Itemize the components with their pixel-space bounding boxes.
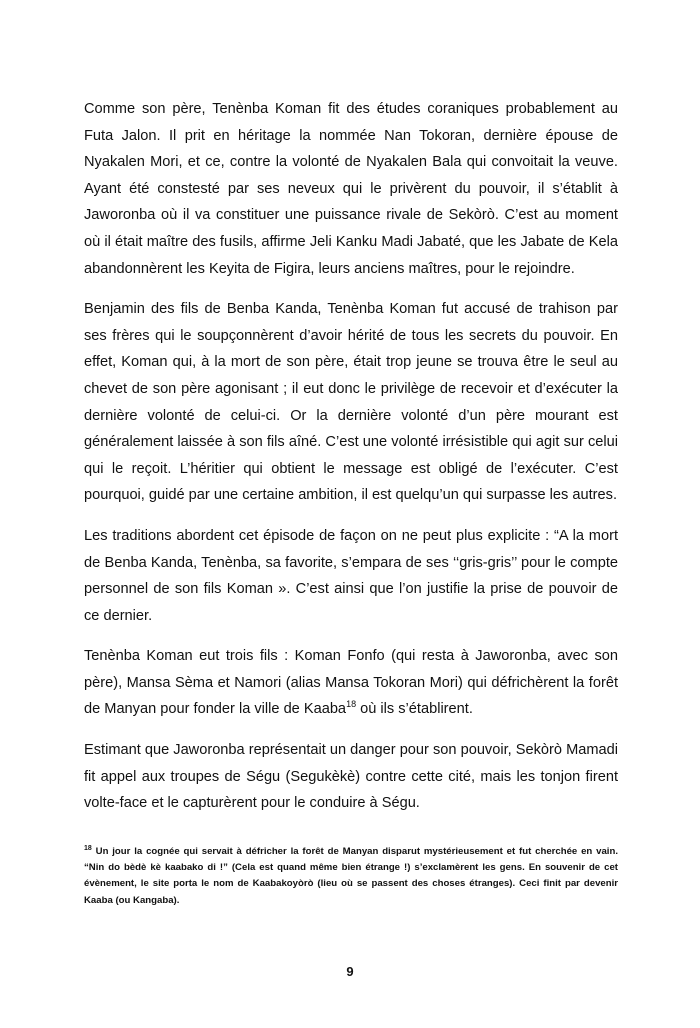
page-number: 9 xyxy=(346,964,354,979)
paragraph-1: Comme son père, Tenènba Koman fit des études coraniques probablement au Futa Jalon. Il prit en héritage la nommée Nan Tokoran, dernière épouse de Nyakalen Mori, et ce, contre la volonté de Nyakalen Bala qui convoitait la veuve. Ayant été constesté par ses neveux qui le privèrent du pouvoir, il s’établit à Jaworonba où il va constituer une puissance rivale de Sekòrò. C’est au moment où il était maître des fusils, affirme Jeli Kanku Madi Jabaté, que les Jabate de Kela abandonnèrent les Keyita de Figira, leurs anciens maîtres, pour le rejoindre. xyxy=(84,101,618,277)
footnote-area xyxy=(84,844,618,909)
footnote-number: 18 xyxy=(84,844,92,852)
paragraph-4-text: Tenènba Koman eut trois fils : Koman Fonfo (qui resta à Jaworonba, avec son père), Mansa Sèma et Namori (alias Mansa Tokoran Mori) qui défrichèrent la forêt de Manyan pour fonder la ville de Kaaba xyxy=(84,648,618,718)
paragraph-2: Benjamin des fils de Benba Kanda, Tenènba Koman fut accusé de trahison par ses frères qui le soupçonnèrent d’avoir hérité de tous les secrets du pouvoir. En effet, Koman qui, à la mort de son père, était trop jeune se trouva être le seul au chevet de son père agonisant ; il eut donc le privilège de recevoir et d’exécuter la dernière volonté de celui-ci. Or la dernière volonté d’un père mourant est généralement laissée à son fils aîné. C’est une volonté irrésistible qui agit sur celui qui le reçoit. L’héritier qui obtient le message est obligé de l’exécuter. C’est pourquoi, guidé par une certaine ambition, il est quelqu’un qui surpasse les autres. xyxy=(84,301,618,504)
footnote-text: Un jour la cognée qui servait à défricher la forêt de Manyan disparut mystérieusement et fut cherchée en vain. “Nin do bèdè kè kaabako di !” (Cela est quand même bien étrange !) s’exclamèrent les gens. En souvenir de cet évènement, le site porta le nom de Kaabakoyòrò (lieu où se passent des choses étranges). Ceci finit par devenir Kaaba (ou Kangaba). xyxy=(84,846,618,906)
paragraph-4-text-end: où ils s’établirent. xyxy=(356,701,473,718)
paragraph-3: Les traditions abordent cet épisode de façon on ne peut plus explicite : “A la mort de Benba Kanda, Tenènba, sa favorite, s’empara de ses ‘‘gris-gris’’ pour le compte personnel de son fils Koman ». C’est ainsi que l’on justifie la prise de pouvoir de ce dernier. xyxy=(84,527,618,624)
paragraph-4 xyxy=(84,643,618,723)
page-body xyxy=(84,96,618,831)
paragraph-5: Estimant que Jaworonba représentait un danger pour son pouvoir, Sekòrò Mamadi fit appel aux troupes de Ségu (Segukèkè) contre cette cité, mais les tonjon firent volte-face et le capturèrent pour le conduire à Ségu. xyxy=(84,742,618,812)
footnote xyxy=(84,844,618,909)
footnote-reference[interactable]: 18 xyxy=(346,699,357,710)
